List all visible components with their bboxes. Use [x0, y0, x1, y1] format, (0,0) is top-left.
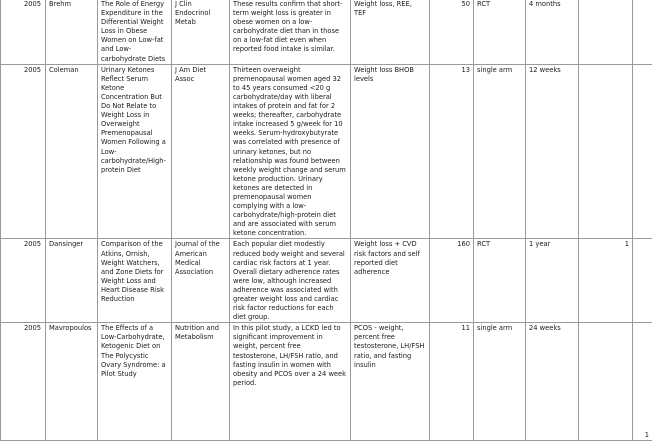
- summary-cell: In this pilot study, a LCKD led to significant improvement in weight, percent free testosterone, LH/FSH ratio, and fasting insulin in women with obesity and PCOS over a 24 week period.: [230, 323, 351, 441]
- design-cell: single arm: [474, 64, 526, 239]
- table-row: [1, 239, 652, 323]
- outcome-cell: Weight loss BHOB levels: [351, 64, 430, 239]
- duration-cell: 1 year: [526, 239, 579, 323]
- table-row: [1, 64, 652, 239]
- title-cell: Comparison of the Atkins, Ornish, Weight Watchers, and Zone Diets for Weight Loss and Heart Disease Risk Reduction: [98, 239, 172, 323]
- title-cell: The Role of Energy Expenditure in the Differential Weight Loss in Obese Women on Low-fat and Low-carbohydrate Diets: [98, 0, 172, 64]
- duration-cell: 4 months: [526, 0, 579, 64]
- journal-cell: J Clin Endocrinol Metab: [172, 0, 230, 64]
- extra-cell: [633, 64, 652, 239]
- extra-cell: 1: [633, 323, 652, 441]
- author-cell: Brehm: [46, 0, 98, 64]
- year-cell: 2005: [1, 239, 46, 323]
- summary-cell: These results confirm that short-term weight loss is greater in obese women on a low-carbohydrate diet than in those on a low-fat diet even when reported food intake is similar.: [230, 0, 351, 64]
- sample-size-cell: 160: [430, 239, 474, 323]
- outcome-cell: PCOS - weight, percent free testosterone, LH/FSH ratio, and fasting insulin: [351, 323, 430, 441]
- journal-cell: J Am Diet Assoc: [172, 64, 230, 239]
- duration-cell: 12 weeks: [526, 64, 579, 239]
- extra-cell: [633, 239, 652, 323]
- extra-cell: 1: [579, 239, 633, 323]
- year-cell: 2005: [1, 64, 46, 239]
- design-cell: RCT: [474, 0, 526, 64]
- table-row: [1, 323, 652, 441]
- sample-size-cell: 13: [430, 64, 474, 239]
- extra-cell: [633, 0, 652, 64]
- author-cell: Coleman: [46, 64, 98, 239]
- summary-cell: Each popular diet modestly reduced body weight and several cardiac risk factors at 1 year. Overall dietary adherence rates were low, although increased adherence was associated with greater weight loss and cardiac risk factor reductions for each diet group.: [230, 239, 351, 323]
- outcome-cell: Weight loss + CVD risk factors and self reported diet adherence: [351, 239, 430, 323]
- journal-cell: Journal of the American Medical Association: [172, 239, 230, 323]
- author-cell: Mavropoulos: [46, 323, 98, 441]
- sample-size-cell: 11: [430, 323, 474, 441]
- extra-cell: [579, 0, 633, 64]
- outcome-cell: Weight loss, REE, TEF: [351, 0, 430, 64]
- table-row: [1, 0, 652, 64]
- design-cell: single arm: [474, 323, 526, 441]
- journal-cell: Nutrition and Metabolism: [172, 323, 230, 441]
- year-cell: 2005: [1, 323, 46, 441]
- author-cell: Dansinger: [46, 239, 98, 323]
- title-cell: Urinary Ketones Reflect Serum Ketone Concentration But Do Not Relate to Weight Loss in Overweight Premenopausal Women Following a Low-carbohydrate/High-protein Diet: [98, 64, 172, 239]
- design-cell: RCT: [474, 239, 526, 323]
- sample-size-cell: 50: [430, 0, 474, 64]
- title-cell: The Effects of a Low-Carbohydrate, Ketogenic Diet on The Polycystic Ovary Syndrome: a Pilot Study: [98, 323, 172, 441]
- duration-cell: 24 weeks: [526, 323, 579, 441]
- year-cell: 2005: [1, 0, 46, 64]
- extra-cell: [579, 64, 633, 239]
- extra-cell: [579, 323, 633, 441]
- summary-cell: Thirteen overweight premenopausal women aged 32 to 45 years consumed <20 g carbohydrate/day with liberal intakes of protein and fat for 2 weeks; thereafter, carbohydrate intake increased 5 g/week for 10 weeks. Serum-hydroxybutyrate was correlated with presence of urinary ketones, but no relationship was found between weekly weight change and serum ketone production. Urinary ketones are detected in premenopausal women complying with a low-carbohydrate/high-protein diet and are associated with serum ketone concentration.: [230, 64, 351, 239]
